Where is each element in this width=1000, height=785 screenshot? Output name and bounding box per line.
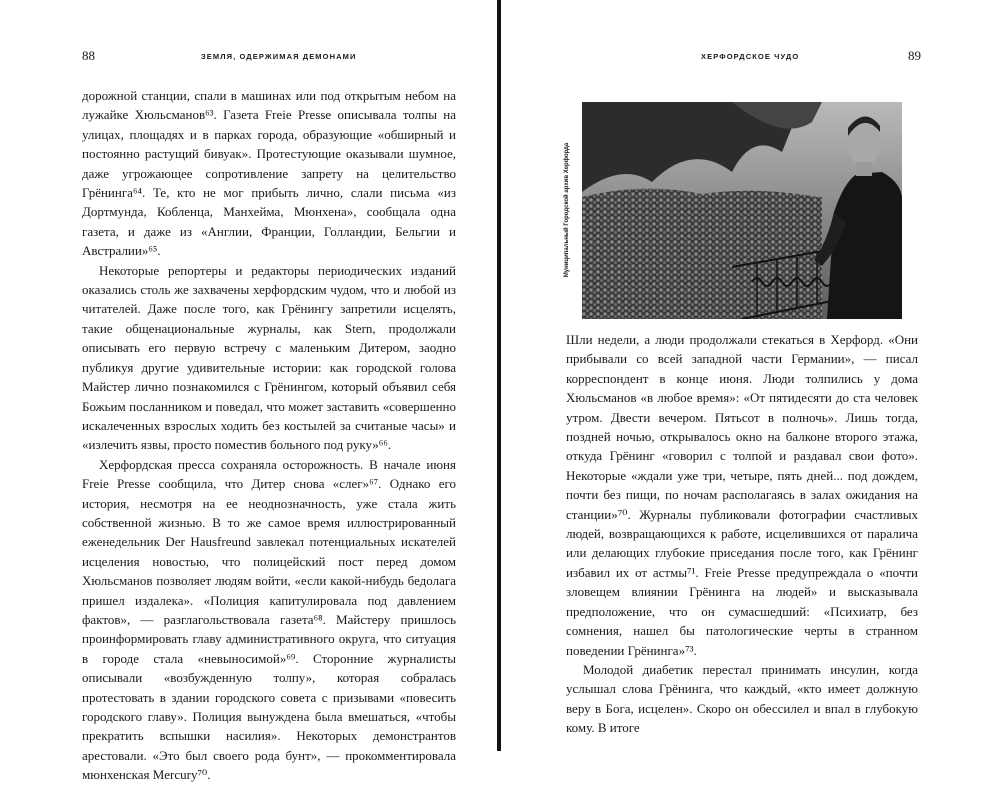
page-number: 89 [908, 48, 921, 63]
paragraph: дорожной станции, спали в машинах или под открытым небом на лужайке Хюльсманов⁶³. Газета Freie Presse описывала толпы на улицах, площадях и в парках города, образующие «обширный и постоянно растущий бивуак». Протестующие оказывали шумное, даже угрожающее сопротивление запрету на целительство Грёнинга⁶⁴. Те, кто не мог прибыть лично, слали письма «из Дортмунда, Кобленца, Манхейма, Мюнхена», сообщала одна газета, и даже из «Англии, Франции, Голландии, Бельгии и Австралии»⁶⁵. [82, 88, 456, 259]
crowd-photo-image [582, 102, 902, 319]
photo-credit [560, 102, 574, 319]
book-gutter [497, 0, 501, 751]
right-body-text [566, 330, 918, 738]
page-number: 88 [82, 48, 95, 63]
body-text [82, 86, 456, 785]
paragraph: Херфордская пресса сохраняла осторожность. В начале июня Freie Presse сообщила, что Дитер снова «слег»⁶⁷. Однако его история, несмотря на ее неоднозначность, уже стала жить собственной жизнью. В то же самое время иллюстрированный еженедельник Der Hausfreund завлекал потенциальных искателей исцеления новостью, что полицейский пост перед домом Хюльсманов позволяет людям войти, «если какой-нибудь бедолага пришел издалека». «Полиция капитулировала под давлением фактов», — разглагольствовала газета⁶⁸. Майстеру пришлось проинформировать главу административного округа, что ситуация в городе стала «невыносимой»⁶⁹. Сторонние журналисты описывали «возбужденную толпу», которая собралась протестовать в здании городского совета с призывами «повесить городского главу». Полиция вынуждена была вмешаться, «чтобы прекратить вспышки насилия». Некоторых демонстрантов арестовали. «Это был своего рода бунт», — прокомментировала мюнхенская Mercury⁷⁰. [82, 456, 456, 783]
running-head: ЗЕМЛЯ, ОДЕРЖИМАЯ ДЕМОНАМИ [201, 52, 357, 61]
paragraph: Некоторые репортеры и редакторы периодических изданий оказались столь же захвачены херфордским чудом, что и любой из читателей. Даже после того, как Грёнингу запретили исцелять, такие общенациональные журналы, как Stern, продолжали описывать его первую встречу с маленьким Дитером, заодно публикуя другие удивительные истории: как городской голова Майстер лично познакомился с Грёнингом, который объявил себя Божьим посланником и поведал, что может заставить «совершенно искалеченных взрослых ходить без костылей за считаные часы» и «излечить язвы, просто поместив больного под руку»⁶⁶. [82, 262, 456, 453]
photo-credit-text: Муниципальный Городской архив Херфорда [564, 142, 570, 278]
left-page [0, 0, 498, 783]
paragraph: Молодой диабетик перестал принимать инсулин, когда услышал слова Грёнинга, что каждый, «кто имеет должную веру в Бога, исцелен». Скоро он обессилел и впал в глубокую кому. В итоге [566, 661, 918, 736]
paragraph: Шли недели, а люди продолжали стекаться в Херфорд. «Они прибывали со всей западной части Германии», — писал корреспондент в конце июня. Люди толпились у дома Хюльсманов «в любое время»: «От пятидесяти до ста человек утром. Двести вечером. Пятьсот в полночь». Лишь тогда, поздней ночью, открывалось окно на балконе второго этажа, откуда Грёнинг «говорил с толпой и раздавал свои фото». Некоторые «ждали уже три, четыре, пять дней... под дождем, почти без пищи, по ночам располагаясь в залах ожидания на станции»⁷⁰. Журналы публиковали фотографии счастливых людей, возвращающихся к работе, исцелившихся от паралича или делающих глубокие приседания после того, как Грёнинг избавил их от астмы⁷¹. Freie Presse предупреждала о «почти зловещем влиянии Грёнинга на людей» и высказывала предположение, что он сумасшедший: «Психиатр, без сомнения, нашел бы патологические черты в странном поведении Грёнинга»⁷³. [566, 332, 918, 658]
running-head: ХЕРФОРДСКОЕ ЧУДО [701, 52, 800, 61]
crowd-photo [582, 102, 902, 319]
